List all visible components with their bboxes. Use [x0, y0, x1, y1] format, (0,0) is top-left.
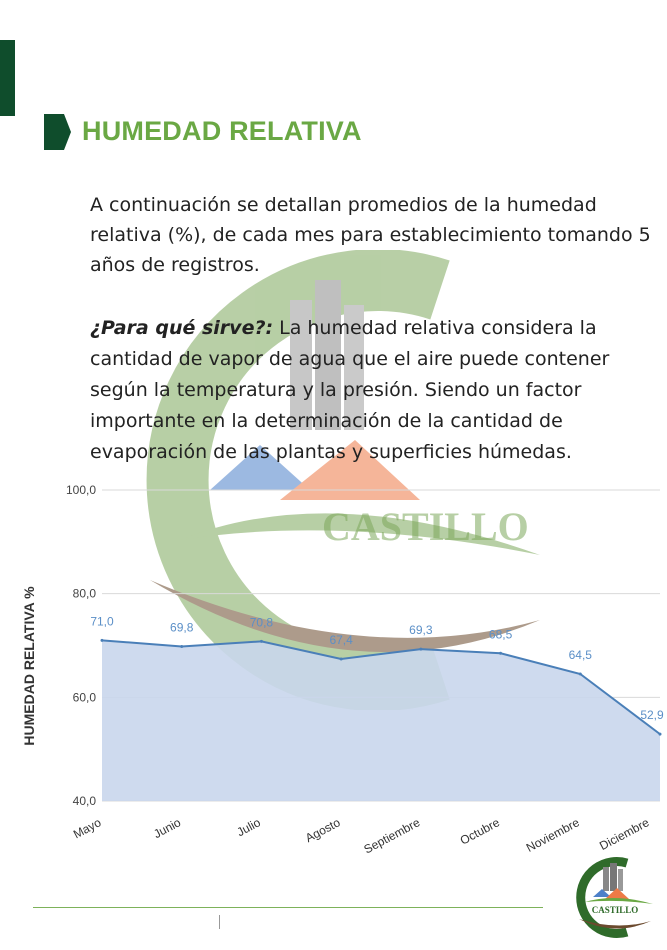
watermark-text: CASTILLO — [322, 504, 529, 549]
data-label: 69,8 — [170, 620, 194, 635]
footer-divider — [33, 907, 543, 908]
data-point — [101, 639, 104, 642]
data-point — [340, 657, 343, 660]
humidity-area — [102, 640, 660, 801]
data-point — [579, 673, 582, 676]
page-title: HUMEDAD RELATIVA — [82, 116, 362, 146]
intro-paragraph: A continuación se detallan promedios de la humedad relativa (%), de cada mes para establecimiento tomando 5 años de registros. — [90, 194, 651, 276]
data-point — [499, 652, 502, 655]
humidity-area-chart — [0, 470, 667, 870]
x-tick-label: Septiembre — [361, 815, 423, 857]
x-tick-label: Mayo — [70, 815, 104, 842]
page-number-mark — [219, 915, 220, 929]
y-tick-label: 40,0 — [72, 794, 96, 808]
x-tick-label: Agosto — [302, 815, 343, 846]
data-point — [659, 733, 662, 736]
x-tick-labels — [71, 815, 652, 856]
x-tick-label: Junio — [151, 815, 184, 842]
data-point — [419, 648, 422, 651]
data-label: 68,5 — [488, 627, 513, 642]
x-tick-label: Octubre — [457, 815, 502, 848]
data-point — [260, 640, 263, 643]
data-label: 71,0 — [90, 614, 114, 629]
y-tick-label: 60,0 — [72, 690, 96, 705]
data-label: 70,8 — [249, 615, 274, 630]
data-point — [180, 645, 183, 648]
data-label: 67,4 — [329, 632, 353, 647]
page-edge-accent — [0, 40, 15, 116]
title-marker-icon — [44, 114, 71, 150]
castillo-logo — [565, 855, 660, 940]
x-tick-label: Diciembre — [597, 815, 652, 854]
purpose-lead: ¿Para qué sirve?: — [90, 317, 274, 339]
data-label: 52,9 — [640, 708, 664, 723]
x-tick-label: Julio — [234, 815, 263, 840]
purpose-paragraph — [90, 313, 660, 468]
y-tick-label: 100,0 — [65, 483, 96, 497]
logo-text: CASTILLO — [591, 905, 639, 915]
data-label: 69,3 — [409, 623, 433, 638]
y-tick-label: 80,0 — [72, 586, 96, 601]
y-tick-labels — [66, 483, 96, 808]
data-label: 64,5 — [568, 648, 592, 663]
y-axis-title: HUMEDAD RELATIVA % — [21, 586, 37, 746]
purpose-text: La humedad relativa considera la cantidad de vapor de agua que el aire puede contener según la temperatura y la presión. Siendo un factor importante en la determinación de la cantidad de evaporación de las plantas y superficies húmedas. — [90, 317, 610, 463]
x-tick-label: Noviembre — [523, 815, 582, 855]
